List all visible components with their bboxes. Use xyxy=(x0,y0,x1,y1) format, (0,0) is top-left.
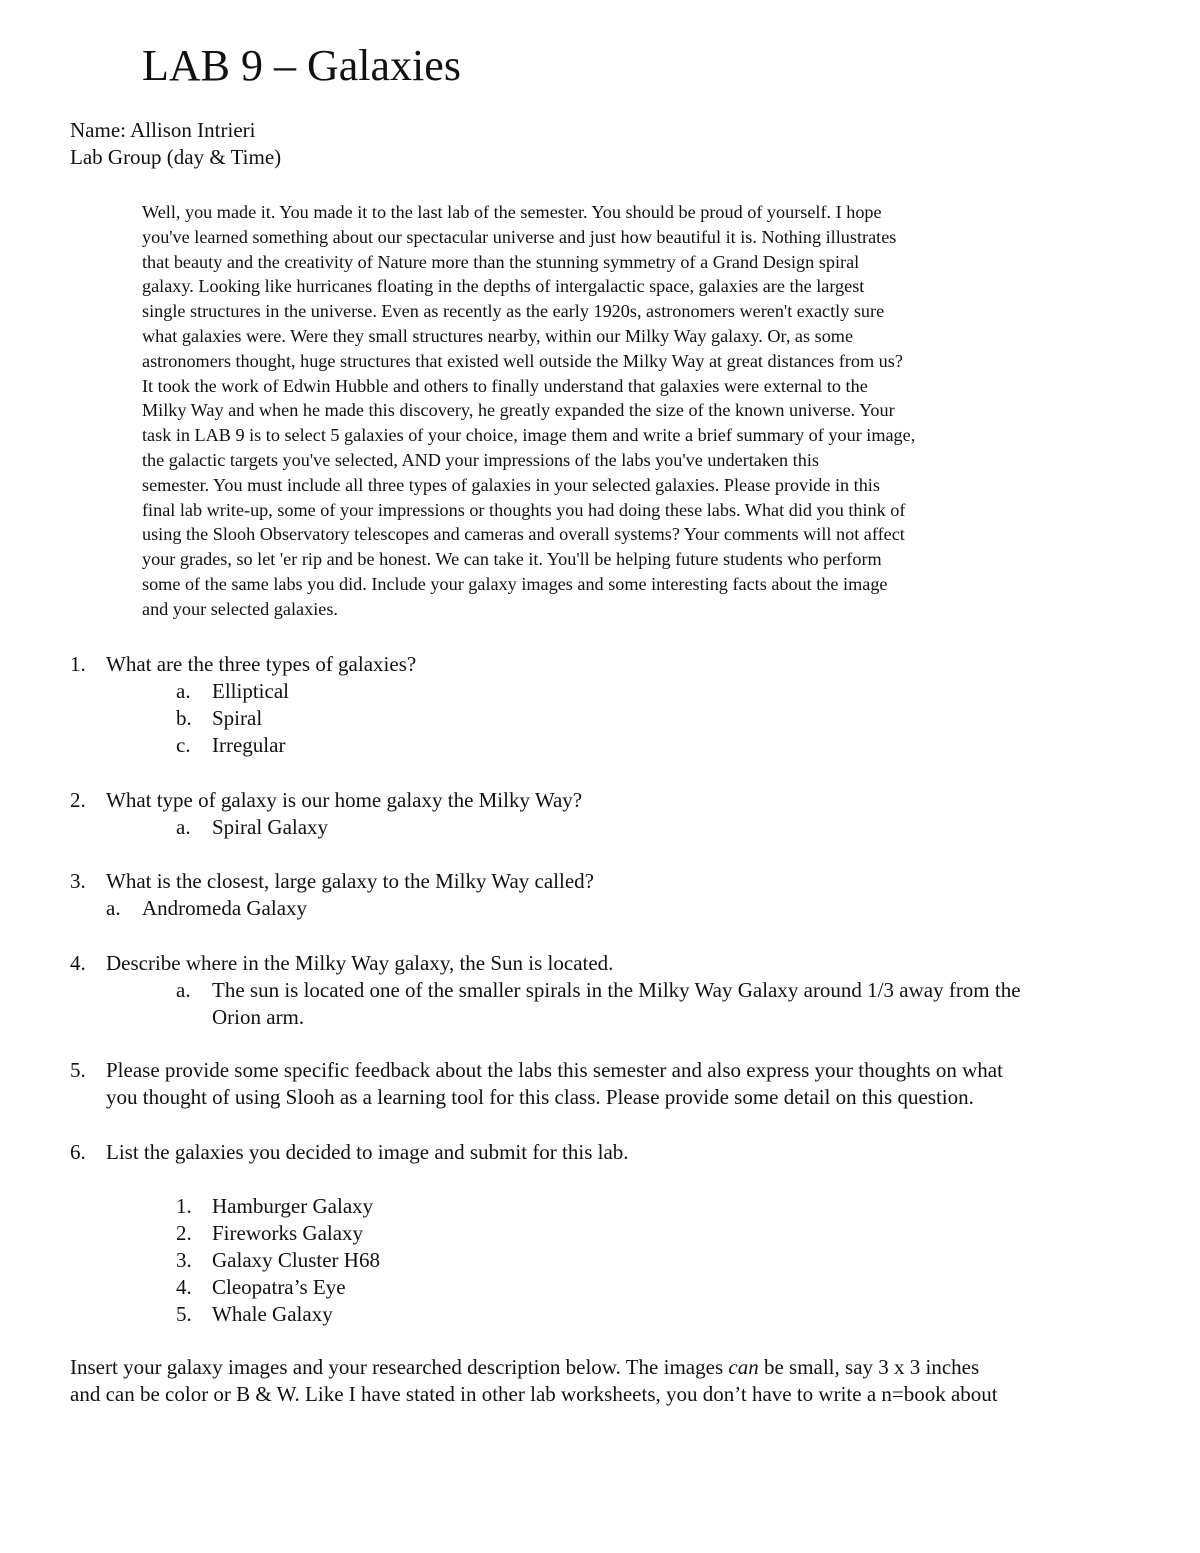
galaxy-list-item: Whale Galaxy xyxy=(212,1302,333,1326)
intro-line: that beauty and the creativity of Nature more than the stunning symmetry of a Grand Design spiral xyxy=(142,251,860,272)
galaxy-list-marker: 2. xyxy=(176,1221,192,1245)
answer-marker: a. xyxy=(176,978,191,1002)
intro-line: your grades, so let 'er rip and be honest. We can take it. You'll be helping future students who perform xyxy=(142,549,882,570)
instructions-text: be small, say 3 x 3 inches xyxy=(758,1355,980,1379)
intro-line: using the Slooh Observatory telescopes and cameras and overall systems? Your comments will not affect xyxy=(142,524,905,545)
intro-line: some of the same labs you did. Include your galaxy images and some interesting facts about the image xyxy=(142,573,888,594)
answer-marker: a. xyxy=(106,896,121,920)
question-text: What are the three types of galaxies? xyxy=(106,652,417,676)
galaxy-list-item: Hamburger Galaxy xyxy=(212,1194,374,1218)
intro-paragraph xyxy=(142,200,1142,622)
name-line: Name: Allison Intrieri xyxy=(70,118,256,142)
question-text: Please provide some specific feedback about the labs this semester and also express your thoughts on what xyxy=(106,1058,1003,1082)
intro-line: and your selected galaxies. xyxy=(142,598,338,619)
question-number: 1. xyxy=(70,652,86,676)
answer-marker: a. xyxy=(176,679,191,703)
question-text: What is the closest, large galaxy to the Milky Way called? xyxy=(106,869,594,893)
intro-line: Well, you made it. You made it to the last lab of the semester. You should be proud of yourself. I hope xyxy=(142,202,882,222)
page-title: LAB 9 – Galaxies xyxy=(142,41,461,90)
answer-text: Spiral Galaxy xyxy=(212,815,329,839)
intro-line: the galactic targets you've selected, AND your impressions of the labs you've undertaken this xyxy=(142,449,819,470)
galaxy-list-item: Cleopatra’s Eye xyxy=(212,1275,346,1299)
intro-line: galaxy. Looking like hurricanes floating in the depths of intergalactic space, galaxies are the largest xyxy=(142,276,865,297)
question-text-continuation: you thought of using Slooh as a learning tool for this class. Please provide some detail on this question. xyxy=(106,1085,974,1109)
answer-text: Spiral xyxy=(212,706,263,730)
intro-line: semester. You must include all three types of galaxies in your selected galaxies. Please provide in this xyxy=(142,474,880,495)
question-text: List the galaxies you decided to image and submit for this lab. xyxy=(106,1140,629,1164)
answer-text: Elliptical xyxy=(212,679,289,703)
galaxy-list-marker: 1. xyxy=(176,1194,192,1218)
answer-marker: c. xyxy=(176,733,191,757)
answer-text: The sun is located one of the smaller spirals in the Milky Way Galaxy around 1/3 away from the xyxy=(212,978,1021,1002)
answer-marker: a. xyxy=(176,815,191,839)
question-number: 5. xyxy=(70,1058,86,1082)
galaxy-list-item: Fireworks Galaxy xyxy=(212,1221,364,1245)
question-text: What type of galaxy is our home galaxy the Milky Way? xyxy=(106,788,583,812)
intro-line: single structures in the universe. Even as recently as the early 1920s, astronomers weren't exactly sure xyxy=(142,301,885,322)
intro-line: task in LAB 9 is to select 5 galaxies of your choice, image them and write a brief summary of your image, xyxy=(142,425,916,446)
intro-line: what galaxies were. Were they small structures nearby, within our Milky Way galaxy. Or, as some xyxy=(142,325,854,346)
instructions-line: and can be color or B & W. Like I have stated in other lab worksheets, you don’t have to write a n=book about xyxy=(70,1382,998,1406)
answer-text: Andromeda Galaxy xyxy=(142,896,308,920)
intro-line: you've learned something about our spectacular universe and just how beautiful it is. Nothing illustrates xyxy=(142,226,897,247)
question-number: 3. xyxy=(70,869,86,893)
galaxy-list-marker: 4. xyxy=(176,1275,192,1299)
question-text: Describe where in the Milky Way galaxy, the Sun is located. xyxy=(106,951,614,975)
intro-line: Milky Way and when he made this discovery, he greatly expanded the size of the known universe. Your xyxy=(142,400,895,421)
intro-line: final lab write-up, some of your impressions or thoughts you had doing these labs. What did you think of xyxy=(142,499,906,520)
instructions-emphasis: can xyxy=(728,1355,759,1379)
galaxy-list-item: Galaxy Cluster H68 xyxy=(212,1248,380,1272)
answer-marker: b. xyxy=(176,706,192,730)
galaxy-list-marker: 5. xyxy=(176,1302,192,1326)
question-number: 2. xyxy=(70,788,86,812)
galaxy-list-marker: 3. xyxy=(176,1248,192,1272)
answer-text: Irregular xyxy=(212,733,286,757)
intro-line: astronomers thought, huge structures that existed well outside the Milky Way at great distances from us? xyxy=(142,350,903,371)
question-number: 6. xyxy=(70,1140,86,1164)
answer-text-continuation: Orion arm. xyxy=(212,1005,305,1029)
question-number: 4. xyxy=(70,951,86,975)
instructions-text: Insert your galaxy images and your researched description below. The images xyxy=(70,1355,729,1379)
intro-line: It took the work of Edwin Hubble and others to finally understand that galaxies were external to the xyxy=(142,375,868,396)
instructions-line xyxy=(70,1354,979,1381)
lab-group-line: Lab Group (day & Time) xyxy=(70,145,282,169)
